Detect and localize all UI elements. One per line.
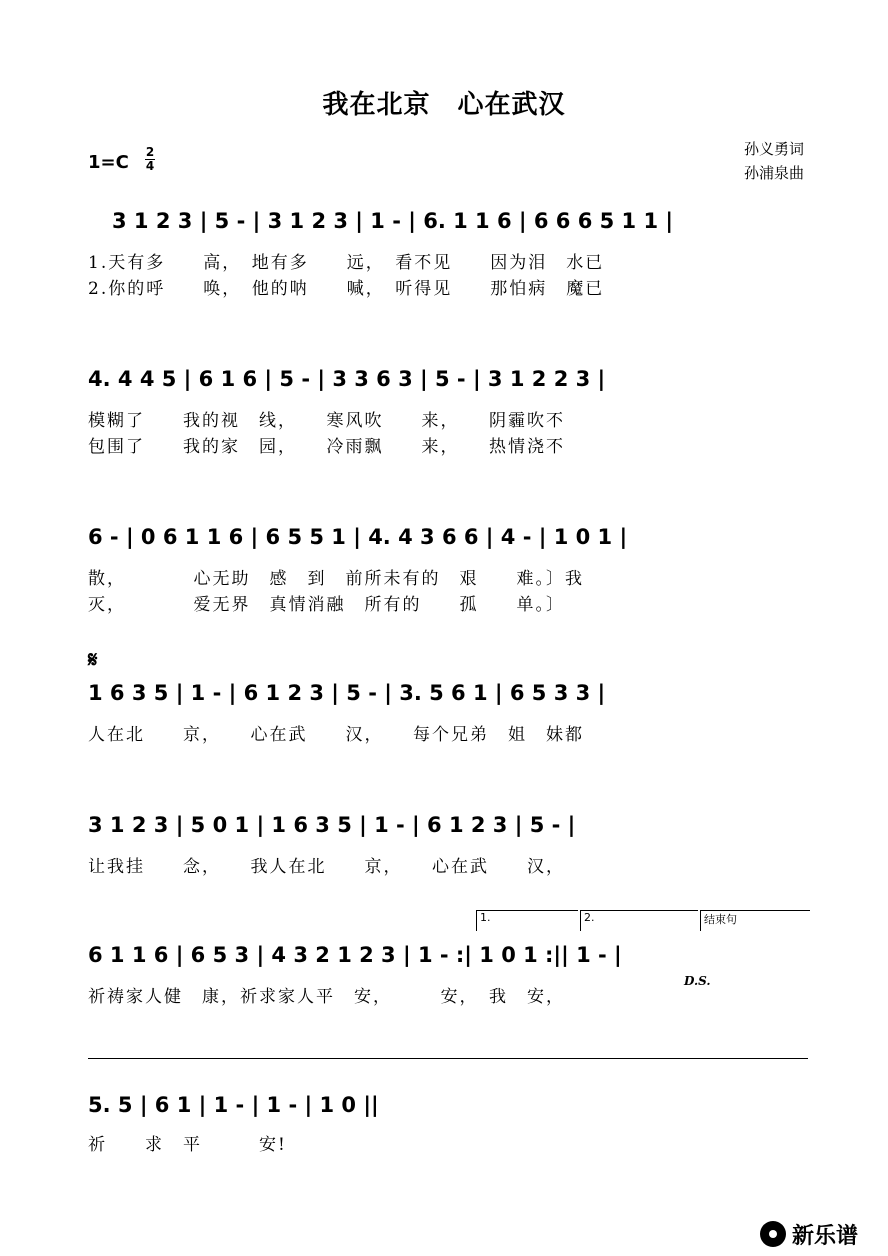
lyric-row-4: 人在北 京， 心在武 汉， 每个兄弟 姐 妹都 <box>88 725 584 745</box>
notation-row-1 <box>88 206 808 236</box>
lyric-row-6: 祈祷家人健 康，祈求家人平 安， 安， 我 安， <box>88 987 565 1007</box>
lyric-row-1-verse-2: 2.你的呼 唤， 他的呐 喊， 听得见 那怕病 魔已 <box>88 279 605 299</box>
segno-sign: 𝄋 <box>88 648 98 673</box>
coda-bracket-line <box>88 1058 808 1059</box>
volta-second-ending: 2. <box>580 910 698 931</box>
lyric-row-3-verse-1: 散， 心无助 感 到 前所未有的 艰 难。〕我 <box>88 569 584 589</box>
notation-line: 6 1 1 6 | 6 5 3 | 4 3 2 1 2 3 | 1 - :| 1 0 1 :|| 1 - | <box>88 943 622 967</box>
key-signature: 1=C <box>88 152 129 173</box>
score-title: 我在北京 心在武汉 <box>322 90 566 120</box>
brand-name: 新乐谱 <box>792 1223 859 1249</box>
notation-row-6 <box>88 940 808 970</box>
brand-logo <box>760 1218 858 1250</box>
notation-line: 6 - | 0 6 1 1 6 | 6 5 5 1 | 4. 4 3 6 6 | 4 - | 1 0 1 | <box>88 525 628 549</box>
volta-first-ending: 1. <box>476 910 578 931</box>
notation-line: 4. 4 4 5 | 6 1 6 | 5 - | 3 3 6 3 | 5 - | 3 1 2 2 3 | <box>88 367 606 391</box>
lyric-row-2-verse-1: 模糊了 我的视 线， 寒风吹 来， 阴霾吹不 <box>88 411 565 431</box>
coda-ending: 结束句 <box>700 910 810 931</box>
dal-segno-mark: D.S. <box>684 974 711 988</box>
notation-row-7 <box>88 1090 808 1120</box>
lyric-row-5: 让我挂 念， 我人在北 京， 心在武 汉， <box>88 857 565 877</box>
notation-row-3 <box>88 522 808 552</box>
notation-line: 1 6 3 5 | 1 - | 6 1 2 3 | 5 - | 3. 5 6 1 | 6 5 3 3 | <box>88 681 606 705</box>
lyricist-credit: 孙义勇词 <box>743 140 804 158</box>
lyric-row-3-verse-2: 灭， 爱无界 真情消融 所有的 孤 单。〕 <box>88 595 565 615</box>
notation-line: 3 1 2 3 | 5 0 1 | 1 6 3 5 | 1 - | 6 1 2 3 | 5 - | <box>88 813 576 837</box>
lyric-row-2-verse-2: 包围了 我的家 园， 冷雨飘 来， 热情浇不 <box>88 437 565 457</box>
notation-line: 5. 5 | 6 1 | 1 - | 1 - | 1 0 || <box>88 1093 379 1117</box>
time-signature: 2 4 <box>145 145 155 173</box>
lyric-row-7: 祈 求 平 安! <box>88 1135 287 1155</box>
notation-row-2 <box>88 364 808 394</box>
notation-row-4 <box>88 678 808 708</box>
composer-credit: 孙浦泉曲 <box>743 164 804 182</box>
notation-row-5 <box>88 810 808 840</box>
lyric-row-1-verse-1: 1.天有多 高， 地有多 远， 看不见 因为泪 水已 <box>88 253 605 273</box>
vinyl-record-icon <box>760 1221 786 1247</box>
notation-line: 3 1 2 3 | 5 - | 3 1 2 3 | 1 - | 6. 1 1 6 | 6 6 6 5 1 1 | <box>112 209 674 233</box>
